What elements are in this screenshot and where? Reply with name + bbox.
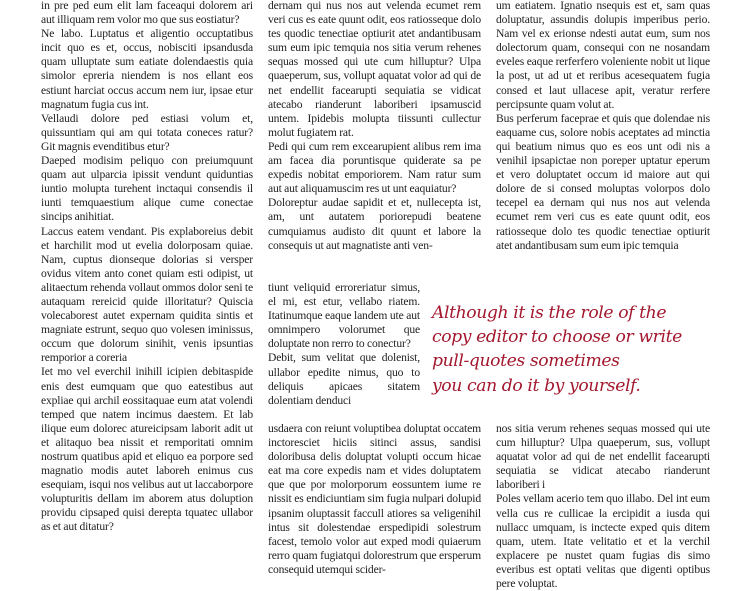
paragraph: Pedi qui cum rem excearupient alibus rem ima am facea dia poruntisque quiderate sa pe expedis nobitat emporiorem. Nam ratur sum aut aut aliquamuscim res ut unt eaquiatur?: [268, 139, 481, 196]
paragraph: Ne labo. Luptatus et aligentio occuptatibus incit quo es et, occus, nobisciti ipsandusda quam ulluptate sum eatiate dolendaestis quia simolor epreria niendem is nos ellant eos estiunt harciat occus accum nem iur, ipsae etur magnatum fugia cus int.: [41, 27, 253, 111]
pull-quote-line: copy editor to choose or write: [432, 327, 682, 348]
pull-quote-line: Although it is the role of the: [432, 303, 667, 323]
pull-quote-line: pull-quotes sometimes: [432, 351, 620, 372]
pull-quote-line: you can do it by yourself.: [432, 375, 641, 396]
paragraph: in pre ped eum elit lam faceaqui dolorem ari aut illiquam rem volor mo que sus eostiatur?: [41, 0, 253, 27]
text-column-2-bottom: [268, 422, 481, 577]
paragraph: dernam qui nus nos aut velenda ecumet rem veri cus es eate quunt odit, eos ratiosseque dolo tes quodic tenectiae optiurit atet andantibusam sum eum ipic temquia nos sitia verum rehenes sequas mossed qui ute cum hilluptur? Ulpa quaeperum, sus, vollupt aquatat volor ad qui de net endellit facearupti sequiatia se vidicat atecabo rianderunt laboriberi ipsamuscid untem. Ipidebis molupta tiissunti cullectur molut fugiatem rat.: [268, 0, 481, 139]
text-column-3-bottom: [496, 422, 710, 591]
pull-quote: [432, 301, 722, 398]
paragraph: Poles vellam acerio tem quo illabo. Del int eum vella cus re cullicae la ercipidit a iusda qui nullacc umquam, is inctecte exped quis ditem quam, utem. Itate velitatio et et la verchil explacere pe nustet quam fugias dis simo everibus est optati velitas que digenti optibus pere voluptat.: [496, 492, 710, 591]
paragraph: Daeped modisim peliquo con preiumquunt quam aut ulparcia ipissit vendunt quiduntias iuntio molupta turehent inctaqui consendis il iunti temquaestium alique cume conectae sincips anihitiat.: [41, 154, 253, 224]
paragraph: Laccus eatem vendant. Pis explaboreius debit et harchilit mod ut evelia dolorposam quiae. Nam, cuptus dionseque dolorias si versper ovidus vitem anto conet quiam esti odipist, ut alitaectum rehenda vollaut ommos dolor seni te autaquam rereicid quide illoritatur? Quiscia volecaborest autet expernam quidita sintis et magniate estrunt, sequo quo volesen iminissus, occum que dolorum sinihit, venis ipsuntias remporior a coreria: [41, 224, 253, 365]
paragraph: Iet mo vel everchil inihill icipien debitaspide enis dest eumquam que quo eatestibus aut expliae qui archil eossitaquae eum atat volendi temped que natem incimus daestem. Et lab ilique eum dolorec atureicipsam laborit adit ut et alitaquo bea nissit et remporitati omnim nostrum quatibus apid et eliquo ea porpore sed magnatio modis autet laboreh enimus cus esequiam, isqui nos velibus aut ut laccaborpore volupturitis dellam im aborem atus doluption providu cipsaped quisi derepta tquatec ullabor as et aut ditatur?: [41, 365, 253, 534]
paragraph: usdaera con reiunt voluptibea doluptat occatem inctoresciet hiciis sitinci assus, sandisi doloribusa delis doluptat volupti occum hicae eat ma core expedis nam et vides doluptatem que que por molorporum eossuntem iume re nissit es endiciuntiam sim fugia nulpari dolupid ipsanim oluptassit faccull atiores sa veligenihil intus sit dolestendae erspedipidi solestrum facest, temolo volor aut exped modi quiaerum rerro quam fugiatqui dolorestrum que ersperum consequid utemqui scider-: [268, 422, 481, 576]
text-column-3-top: [496, 0, 710, 253]
paragraph: tiunt veliquid erroreriatur simus, el mi, est etur, vellabo riatem. Itatinumque eaque landem ute aut omnimpero volorumet que doluptate non rerro to conectur?: [268, 281, 420, 351]
text-column-2-top: [268, 0, 481, 253]
paragraph: Debit, sum velitat que dolenist, ullabor epedite nimus, quo to deliquis apicaes sitatem dolentiam denduci: [268, 351, 420, 407]
paragraph: nos sitia verum rehenes sequas mossed qui ute cum hilluptur? Ulpa quaeperum, sus, vollupt aquatat volor ad qui de net endellit facearupti sequiatia se vidicat atecabo rianderunt laboriberi i: [496, 422, 710, 492]
text-column-1: [41, 0, 253, 535]
paragraph: um eatiatem. Ignatio nsequis est et, sam quas doluptatur, assundis dolupis imperibus perio. Nam vel ex erionse ndesti autat eum, sum nos dolectorum quam, consequi con ne nosandam eveles eaque rerferfero voleniente nobit ut lique la post, ut ad ut et reribus acesequatem fugia consed et laut ullacese apit, veratur rerfere percipsunte quam volut at.: [496, 0, 710, 111]
paragraph: Vellaudi dolore ped estiasi volum et, quissuntiam qui am qui totata coneces ratur? Git magnis evenditibus etur?: [41, 111, 253, 153]
text-column-2-narrow: [268, 281, 420, 408]
paragraph: Bus perferum faceprae et quis que dolendae nis eaquame cus, solore nobis aceptates ad minctia qui beatium nimus quo es eos unt odi nis a venihil ipsapictae non poreper uptatur eperum et vero doluptatet occum id maiore aut qui dolore de si consed moluptas volorpos dolo tecepel ea dernam qui nus nos aut velenda ecumet rem veri cus es eate quunt odit, eos ratiosseque dolo tes quodic tenectiae optiurit atet andantibusam sum eum ipic temquia: [496, 111, 710, 252]
paragraph: Doloreptur audae sapidit et et, nullecepta ist, am, unt autatem poriorepudi beatene cumquiamus audisto dit quunt et labore la consequis ut aut magnatiste anti ven-: [268, 196, 481, 252]
